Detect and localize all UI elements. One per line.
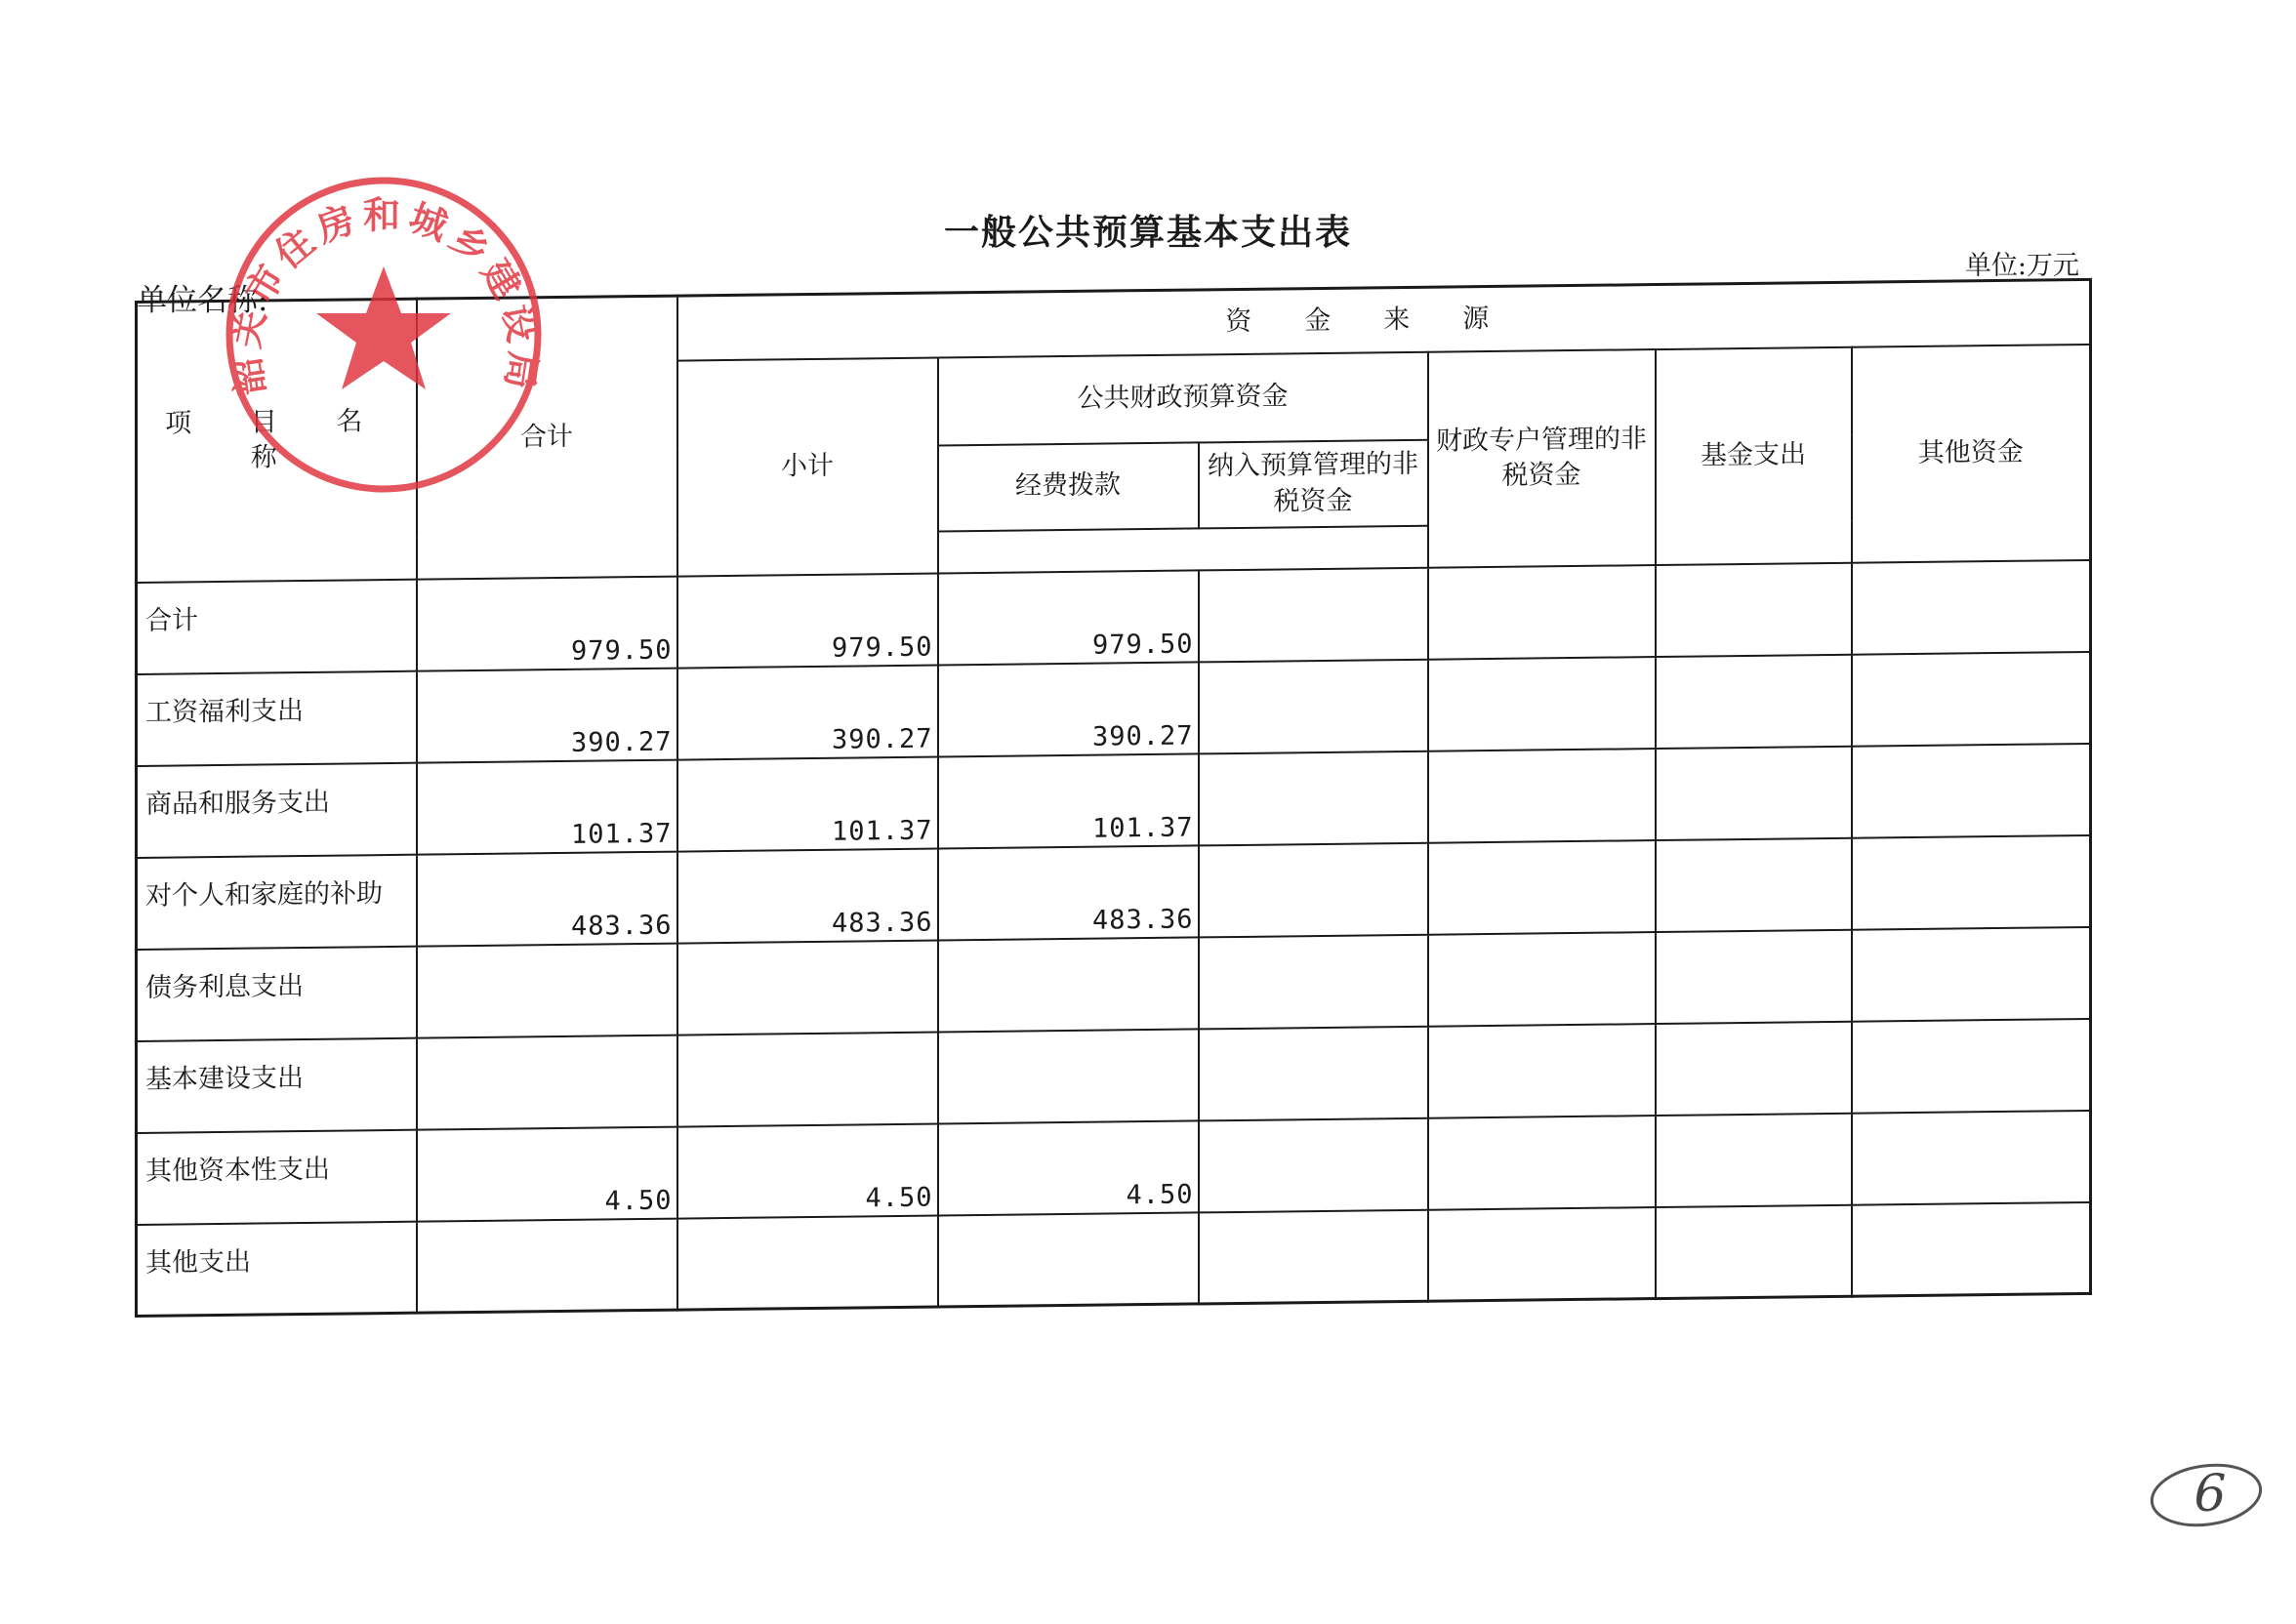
row-appropriation: 483.36	[938, 845, 1199, 940]
row-other-funds	[1852, 926, 2091, 1021]
row-subtotal: 483.36	[677, 848, 938, 943]
header-appropriation: 经费拨款	[938, 442, 1199, 531]
row-special-nontax	[1428, 565, 1656, 660]
row-special-nontax	[1428, 1116, 1656, 1210]
row-subtotal	[677, 1032, 938, 1126]
row-appropriation: 101.37	[938, 753, 1199, 848]
row-subtotal: 101.37	[677, 756, 938, 851]
unit-label: 单位:万元	[1964, 251, 2079, 281]
row-fund-expense	[1656, 654, 1852, 748]
row-appropriation: 4.50	[938, 1120, 1199, 1215]
row-name: 基本建设支出	[137, 1037, 417, 1132]
unit-name-label: 单位名称:	[137, 283, 268, 318]
row-budget-nontax	[1199, 1117, 1428, 1212]
row-budget-nontax	[1199, 934, 1428, 1029]
row-budget-nontax	[1199, 751, 1428, 845]
page-title: 一般公共预算基本支出表	[943, 213, 1352, 253]
row-special-nontax	[1428, 1024, 1656, 1118]
row-special-nontax	[1428, 657, 1656, 751]
row-special-nontax	[1428, 749, 1656, 843]
row-budget-nontax	[1199, 567, 1428, 662]
row-other-funds	[1852, 1018, 2091, 1113]
row-subtotal	[677, 1215, 938, 1310]
row-special-nontax	[1428, 1207, 1656, 1302]
row-fund-expense	[1656, 1113, 1852, 1206]
header-funding-source-text: 资金来源	[1225, 302, 1542, 337]
header-fund-expense: 基金支出	[1656, 346, 1852, 564]
row-total	[417, 1035, 677, 1129]
header-budget-nontax: 纳入预算管理的非税资金	[1199, 439, 1428, 528]
row-subtotal: 979.50	[677, 573, 938, 668]
row-total	[417, 943, 677, 1037]
row-total: 390.27	[417, 668, 677, 762]
row-total: 4.50	[417, 1126, 677, 1221]
row-name: 商品和服务支出	[137, 762, 417, 857]
row-name: 工资福利支出	[137, 670, 417, 765]
seal-text: 韶关市住房和城乡建设局	[224, 193, 545, 398]
row-other-funds	[1852, 1201, 2091, 1296]
header-public-finance: 公共财政预算资金	[938, 351, 1428, 445]
row-appropriation	[938, 937, 1199, 1032]
row-appropriation	[938, 1029, 1199, 1123]
row-budget-nontax	[1199, 1026, 1428, 1120]
row-other-funds	[1852, 559, 2091, 654]
row-other-funds	[1852, 743, 2091, 837]
row-appropriation: 979.50	[938, 570, 1199, 665]
official-seal-stamp	[223, 174, 545, 496]
header-item-name-text: 项 目 名 称	[165, 405, 389, 473]
row-special-nontax	[1428, 840, 1656, 935]
row-appropriation: 390.27	[938, 662, 1199, 756]
seal-star-icon	[316, 266, 451, 389]
row-name: 其他支出	[137, 1221, 417, 1316]
row-fund-expense	[1656, 837, 1852, 931]
row-subtotal	[677, 940, 938, 1035]
row-total: 979.50	[417, 576, 677, 670]
row-name: 债务利息支出	[137, 946, 417, 1040]
row-other-funds	[1852, 834, 2091, 929]
row-special-nontax	[1428, 932, 1656, 1027]
row-fund-expense	[1656, 562, 1852, 656]
row-subtotal: 390.27	[677, 665, 938, 759]
row-total: 483.36	[417, 851, 677, 946]
row-name: 对个人和家庭的补助	[137, 854, 417, 949]
header-total-text: 合计	[520, 421, 573, 453]
row-other-funds	[1852, 651, 2091, 746]
row-other-funds	[1852, 1110, 2091, 1204]
row-total	[417, 1218, 677, 1313]
row-fund-expense	[1656, 929, 1852, 1023]
header-other-funds: 其他资金	[1852, 344, 2091, 562]
row-name: 合计	[137, 579, 417, 673]
row-fund-expense	[1656, 746, 1852, 839]
row-fund-expense	[1656, 1021, 1852, 1115]
page-number-text: 6	[2194, 1465, 2227, 1523]
handwritten-page-number	[2146, 1454, 2271, 1532]
row-subtotal: 4.50	[677, 1123, 938, 1218]
row-budget-nontax	[1199, 842, 1428, 937]
row-budget-nontax	[1199, 1209, 1428, 1304]
row-appropriation	[938, 1212, 1199, 1307]
header-special-nontax: 财政专户管理的非税资金	[1428, 349, 1656, 568]
row-budget-nontax	[1199, 659, 1428, 753]
row-fund-expense	[1656, 1204, 1852, 1298]
row-total: 101.37	[417, 759, 677, 854]
row-name: 其他资本性支出	[137, 1129, 417, 1224]
header-subtotal: 小计	[677, 357, 938, 576]
